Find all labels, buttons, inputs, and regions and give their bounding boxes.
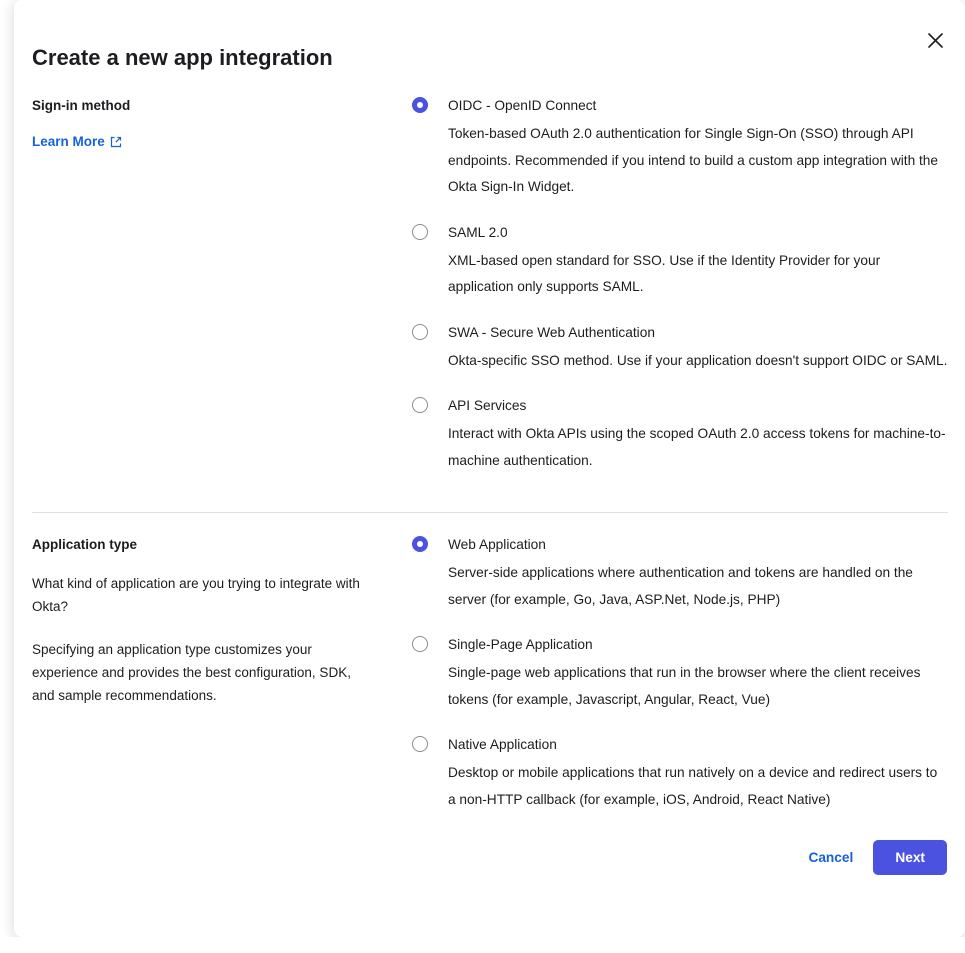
signin-method-options [412,96,948,474]
apptype-option-native[interactable] [412,735,948,813]
signin-option-saml-description: XML-based open standard for SSO. Use if the Identity Provider for your application only supports SAML. [448,252,881,294]
radio-api-services[interactable] [412,397,428,413]
signin-option-api-services-label: API Services [448,398,527,413]
apptype-option-native-description: Desktop or mobile applications that run natively on a device and redirect users to a non-HTTP callback (for example, iOS, Android, React Native) [448,765,938,807]
modal-footer [802,840,947,875]
apptype-option-web[interactable] [412,535,948,613]
external-link-icon [110,136,122,148]
close-icon[interactable] [919,24,951,56]
signin-option-oidc-description: Token-based OAuth 2.0 authentication for Single Sign-On (SSO) through API endpoints. Recommended if you intend to build a custom app integration with the Okta Sign-In Widget. [448,126,939,194]
radio-single-page-application[interactable] [412,636,428,652]
apptype-option-spa[interactable] [412,635,948,713]
apptype-option-spa-label: Single-Page Application [448,637,593,652]
page-bottom-strip [0,937,965,953]
signin-method-left [32,96,377,151]
signin-option-swa-label: SWA - Secure Web Authentication [448,324,655,340]
signin-option-api-services-description: Interact with Okta APIs using the scoped OAuth 2.0 access tokens for machine-to-machine authentication. [448,426,946,468]
apptype-option-web-label: Web Application [448,537,546,552]
application-type-left [32,535,377,707]
application-type-label: Application type [32,537,138,552]
signin-option-saml-label: SAML 2.0 [448,224,508,240]
radio-swa[interactable] [412,324,428,340]
learn-more-label: Learn More [32,134,105,149]
learn-more-link[interactable] [32,134,122,149]
next-button[interactable]: Next [873,840,947,875]
create-app-integration-modal [14,0,965,937]
radio-oidc[interactable] [412,97,428,113]
signin-method-label: Sign-in method [32,98,131,113]
signin-option-swa[interactable] [412,323,948,375]
signin-option-swa-description: Okta-specific SSO method. Use if your application doesn't support OIDC or SAML. [448,352,948,368]
radio-native-application[interactable] [412,736,428,752]
apptype-option-web-description: Server-side applications where authentication and tokens are handled on the server (for example, Go, Java, ASP.Net, Node.js, PHP) [448,565,913,607]
application-type-options [412,535,948,813]
signin-option-saml[interactable] [412,223,948,301]
section-divider [32,512,948,513]
signin-option-oidc-label: OIDC - OpenID Connect [448,98,597,113]
signin-option-oidc[interactable] [412,96,948,201]
radio-saml[interactable] [412,224,428,240]
modal-title: Create a new app integration [32,45,333,70]
apptype-option-spa-description: Single-page web applications that run in the browser where the client receives tokens (for example, Javascript, Angular, React, Vue) [448,665,921,707]
cancel-button[interactable]: Cancel [802,842,859,873]
application-type-description-2: Specifying an application type customizes your experience and provides the best configuration, SDK, and sample recommendations. [32,642,351,703]
radio-web-application[interactable] [412,536,428,552]
application-type-description-1: What kind of application are you trying to integrate with Okta? [32,576,360,614]
signin-option-api-services[interactable] [412,396,948,474]
apptype-option-native-label: Native Application [448,737,557,752]
